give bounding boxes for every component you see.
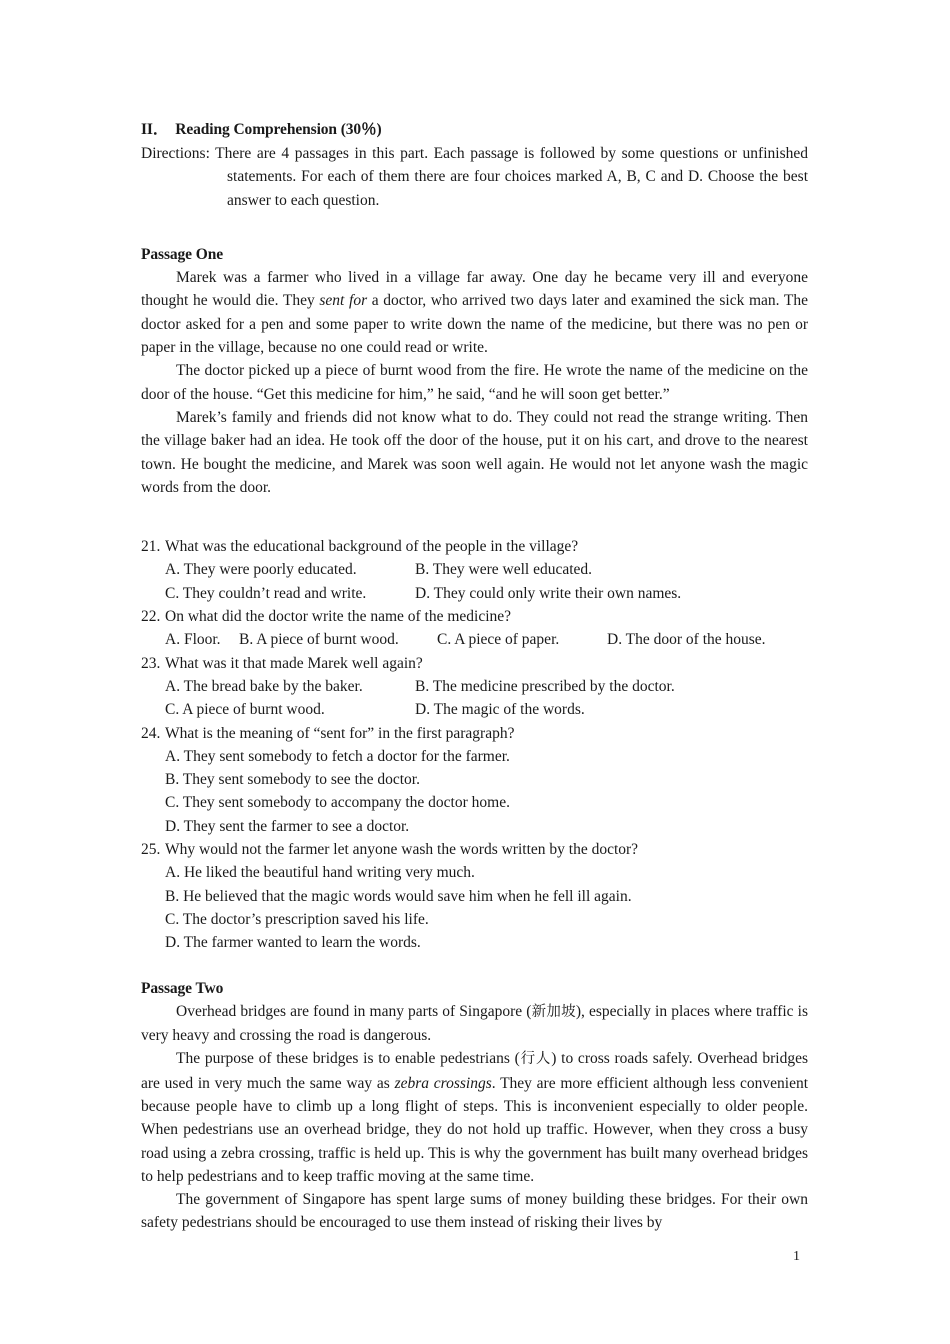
- question-text: What was the educational background of the people in the village?: [165, 538, 579, 556]
- question-text: Why would not the farmer let anyone wash the words written by the doctor?: [165, 841, 639, 859]
- option-row: [141, 675, 808, 698]
- option-a[interactable]: A. They sent somebody to fetch a doctor for the farmer.: [165, 747, 510, 765]
- spacer: [141, 212, 808, 243]
- option-d[interactable]: D. The magic of the words.: [415, 701, 585, 719]
- question-number: 21.: [141, 538, 161, 556]
- paragraph-text: ), especially in places where traffic is very heavy and crossing the road is dangerous.: [141, 1002, 809, 1045]
- passage-two-title: Passage Two: [141, 979, 224, 997]
- question-stem: [141, 722, 808, 745]
- question-text: What is the meaning of “sent for” in the first paragraph?: [165, 724, 515, 742]
- option-row: [141, 698, 808, 721]
- option-a[interactable]: A. They were poorly educated.: [165, 561, 357, 579]
- option-a[interactable]: A. Floor.: [165, 631, 221, 649]
- paragraph-text: Marek was a farmer who lived in a village far away. One day he became very ill and everyone thought he would die. They: [141, 269, 808, 310]
- emphasis-sent-for: sent for: [319, 292, 368, 310]
- question-stem: [141, 605, 808, 628]
- page-content: [141, 118, 808, 1235]
- question-stem: [141, 652, 808, 675]
- option-c[interactable]: C. They couldn’t read and write.: [165, 584, 367, 602]
- question-number: 24.: [141, 724, 161, 742]
- question-text: On what did the doctor write the name of the medicine?: [165, 608, 512, 626]
- chinese-gloss-pedestrians: 行人: [519, 1051, 552, 1068]
- option-a[interactable]: A. He liked the beautiful hand writing very much.: [165, 864, 475, 882]
- option-row: [141, 628, 808, 651]
- question-number: 25.: [141, 841, 161, 859]
- option-b[interactable]: B. The medicine prescribed by the doctor.: [415, 677, 675, 695]
- passage-one-paragraph-2: The doctor picked up a piece of burnt wood from the fire. He wrote the name of the medicine on the door of the house. “Get this medicine for him,” he said, “and he will soon get better.”: [141, 362, 808, 403]
- question-text: What was it that made Marek well again?: [165, 654, 423, 672]
- section-heading: [141, 118, 808, 141]
- option-row: [141, 582, 808, 605]
- directions-label: Directions:: [141, 145, 210, 162]
- directions-text: There are 4 passages in this part. Each passage is followed by some questions or unfinished statements. For each of them there are four choices marked A, B, C and D. Choose the best answer to each question.: [215, 145, 808, 209]
- option-d[interactable]: D. The farmer wanted to learn the words.: [165, 934, 421, 952]
- option-b[interactable]: B. They sent somebody to see the doctor.: [165, 771, 420, 789]
- section-title: Reading Comprehension (30％): [175, 121, 382, 138]
- passage-two-paragraph-3: The government of Singapore has spent large sums of money building these bridges. For their own safety pedestrians should be encouraged to use them instead of risking their lives by: [141, 1191, 808, 1232]
- question-stem: [141, 535, 808, 558]
- option-c[interactable]: C. A piece of paper.: [437, 631, 560, 649]
- option-c[interactable]: C. A piece of burnt wood.: [165, 701, 325, 719]
- page-number: 1: [793, 1249, 800, 1264]
- spacer: [141, 955, 808, 977]
- chinese-gloss-singapore: 新加坡: [531, 1003, 576, 1020]
- option-b[interactable]: B. They were well educated.: [415, 561, 593, 579]
- paragraph-text: . They are more efficient although less convenient because people have to climb up a long flight of steps. This is inconvenient especially to older people. When pedestrians use an overhead bridge, they do not hold up traffic. However, when they cross a busy road using a zebra crossing, traffic is held up. This is why the government has built many overhead bridges to help pedestrians and to keep traffic moving at the same time.: [141, 1074, 808, 1185]
- question-number: 23.: [141, 654, 161, 672]
- question-number: 22.: [141, 608, 161, 626]
- option-a[interactable]: A. The bread bake by the baker.: [165, 677, 363, 695]
- directions-block: [141, 142, 808, 212]
- question-stem: [141, 838, 808, 861]
- option-c[interactable]: C. They sent somebody to accompany the doctor home.: [165, 794, 510, 812]
- option-d[interactable]: D. The door of the house.: [607, 631, 766, 649]
- spacer: [141, 499, 808, 535]
- option-b[interactable]: B. He believed that the magic words would save him when he fell ill again.: [165, 887, 632, 905]
- option-d[interactable]: D. They sent the farmer to see a doctor.: [165, 817, 410, 835]
- passage-one-title: Passage One: [141, 245, 223, 263]
- passage-one-questions: [141, 535, 808, 954]
- paragraph-text: ) to cross roads safely. Overhead bridges are used in very much the same way as: [141, 1050, 808, 1092]
- passage-one-paragraph-1: [141, 266, 808, 359]
- paragraph-text: a doctor, who arrived two days later and examined the sick man. The doctor asked for a pen and some paper to write down the name of the medicine, but there was no pen or paper in the village, because no one could read or write.: [141, 292, 809, 357]
- paragraph-text: The purpose of these bridges is to enable pedestrians (: [176, 1050, 520, 1068]
- section-numeral: II．: [141, 121, 169, 138]
- passage-two-paragraph-1: [141, 1000, 808, 1048]
- option-c[interactable]: C. The doctor’s prescription saved his life.: [165, 910, 429, 928]
- option-d[interactable]: D. They could only write their own names.: [415, 584, 682, 602]
- emphasis-zebra-crossings: zebra crossings: [394, 1074, 492, 1092]
- option-row: [141, 558, 808, 581]
- passage-two-paragraph-2: [141, 1047, 808, 1188]
- passage-one-paragraph-3: Marek’s family and friends did not know what to do. They could not read the strange writing. Then the village baker had an idea. He took off the door of the house, put it on his cart, and drove to the nearest town. He bought the medicine, and Marek was soon well again. He would not let anyone wash the magic words from the door.: [141, 408, 808, 496]
- paragraph-text: Overhead bridges are found in many parts of Singapore (: [176, 1002, 532, 1020]
- option-b[interactable]: B. A piece of burnt wood.: [239, 631, 399, 649]
